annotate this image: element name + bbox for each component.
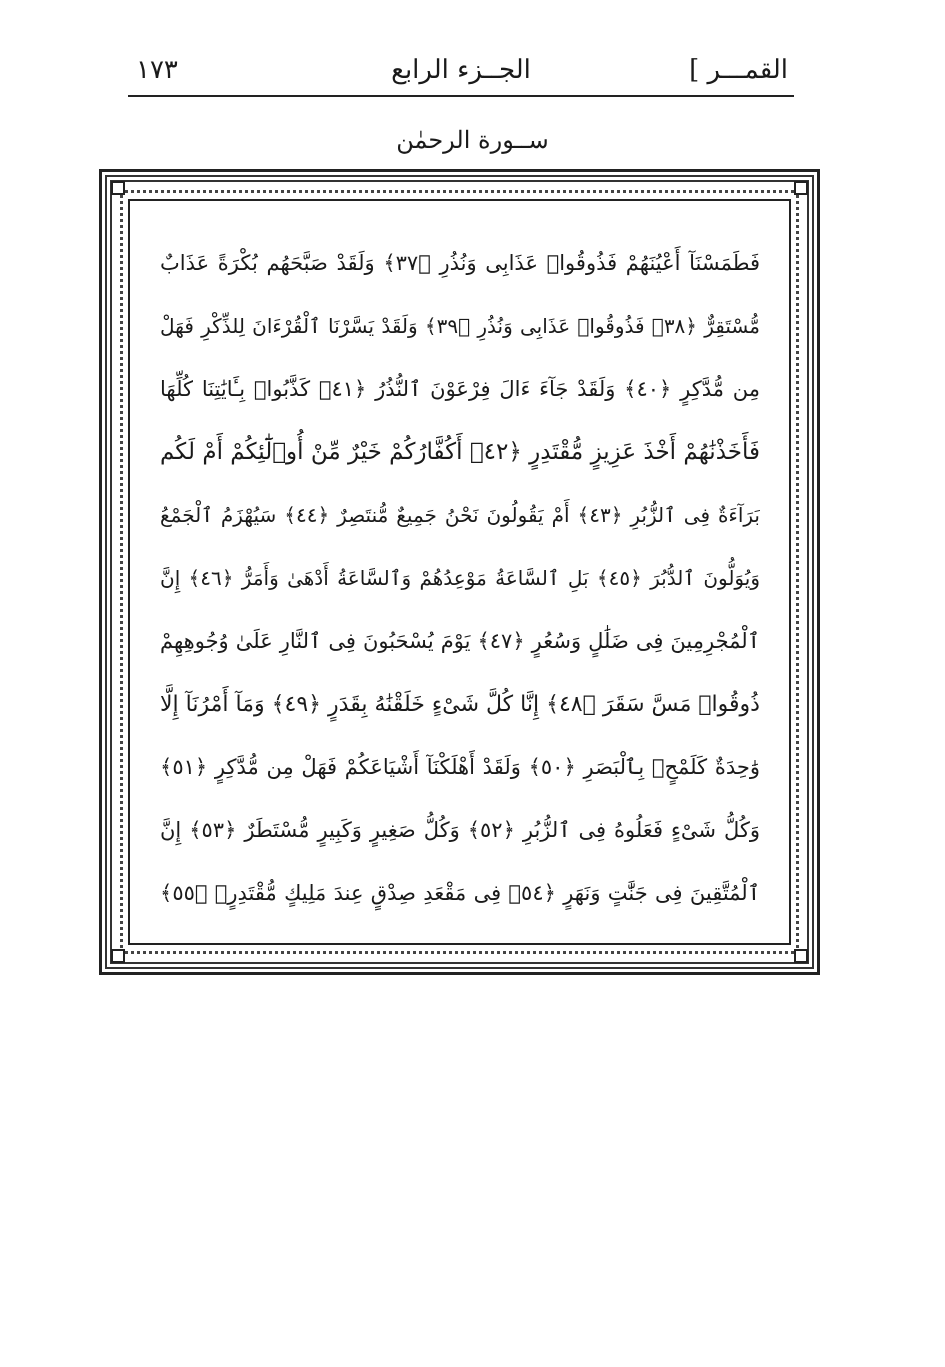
verse-line: وَيُوَلُّونَ ٱلدُّبُرَ ﴿٤٥﴾ بَلِ ٱلسَّاعَةُ مَوْعِدُهُمْ وَٱلسَّاعَةُ أَدْهَىٰ وَأَمَرُّ ﴿٤٦﴾ إِنَّ [160, 566, 760, 590]
verse-line: فَطَمَسْنَآ أَعْيُنَهُمْ فَذُوقُوا۟ عَذَابِى وَنُذُرِ ﴿٣٧﴾ وَلَقَدْ صَبَّحَهُم بُكْرَةً عَذَابٌ [160, 251, 760, 275]
page-header [128, 44, 794, 98]
header-divider [128, 95, 794, 97]
frame-corner-ornament [794, 949, 808, 963]
surah-name-header: القمـــر ] [689, 55, 788, 85]
verse-line: ٱلْمُتَّقِينَ فِى جَنَّٰتٍ وَنَهَرٍ ﴿٥٤﴾ فِى مَقْعَدِ صِدْقٍ عِندَ مَلِيكٍ مُّقْتَدِرٍۭ ﴿٥٥﴾ [160, 881, 760, 905]
verse-line: مُّسْتَقِرٌّ ﴿٣٨﴾ فَذُوقُوا۟ عَذَابِى وَنُذُرِ ﴿٣٩﴾ وَلَقَدْ يَسَّرْنَا ٱلْقُرْءَانَ لِلذِّكْرِ فَهَلْ [160, 314, 760, 338]
verse-line: ذُوقُوا۟ مَسَّ سَقَرَ ﴿٤٨﴾ إِنَّا كُلَّ شَىْءٍ خَلَقْنَٰهُ بِقَدَرٍ ﴿٤٩﴾ وَمَآ أَمْرُنَآ إِلَّا [160, 692, 760, 717]
frame-corner-ornament [794, 181, 808, 195]
frame-corner-ornament [111, 949, 125, 963]
frame-corner-ornament [111, 181, 125, 195]
verse-line: مِن مُّدَّكِرٍ ﴿٤٠﴾ وَلَقَدْ جَآءَ ءَالَ فِرْعَوْنَ ٱلنُّذُرُ ﴿٤١﴾ كَذَّبُوا۟ بِـَٔايَٰتِنَا كُلِّهَا [160, 377, 760, 401]
juz-title: الجــزء الرابع [391, 55, 531, 85]
verse-text-block [160, 232, 760, 925]
verse-line: ٱلْمُجْرِمِينَ فِى ضَلَٰلٍ وَسُعُرٍ ﴿٤٧﴾ يَوْمَ يُسْحَبُونَ فِى ٱلنَّارِ عَلَىٰ وُجُوهِهِمْ [160, 629, 760, 653]
next-surah-title: ســورة الرحمٰن [396, 126, 549, 154]
verse-line: وَكُلُّ شَىْءٍ فَعَلُوهُ فِى ٱلزُّبُرِ ﴿٥٢﴾ وَكُلُّ صَغِيرٍ وَكَبِيرٍ مُّسْتَطَرٌ ﴿٥٣﴾ إِنَّ [160, 818, 760, 842]
verse-line: وَٰحِدَةٌ كَلَمْحٍۭ بِٱلْبَصَرِ ﴿٥٠﴾ وَلَقَدْ أَهْلَكْنَآ أَشْيَاعَكُمْ فَهَلْ مِن مُّدَّكِرٍ ﴿٥١﴾ [160, 755, 760, 779]
verse-line: بَرَآءَةٌ فِى ٱلزُّبُرِ ﴿٤٣﴾ أَمْ يَقُولُونَ نَحْنُ جَمِيعٌ مُّنتَصِرٌ ﴿٤٤﴾ سَيُهْزَمُ ٱلْجَمْعُ [160, 503, 760, 527]
page-number: ١٧٣ [136, 55, 178, 85]
verse-line: فَأَخَذْنَٰهُمْ أَخْذَ عَزِيزٍ مُّقْتَدِرٍ ﴿٤٢﴾ أَكُفَّارُكُمْ خَيْرٌ مِّنْ أُو۟لَٰٓئِكُمْ أَمْ لَكُم [160, 439, 760, 465]
